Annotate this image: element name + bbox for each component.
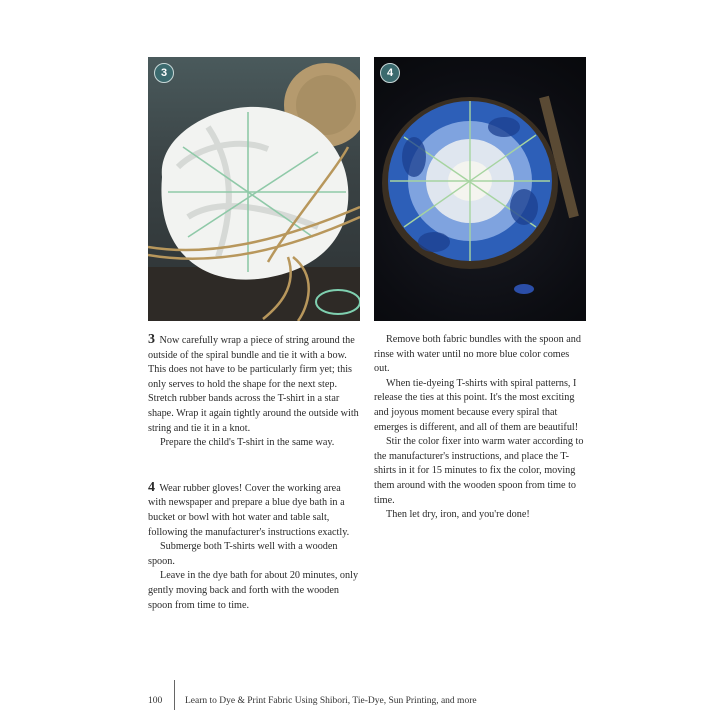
step-4-number: 4 xyxy=(148,479,155,495)
footer-divider xyxy=(174,680,175,710)
step-3-badge: 3 xyxy=(154,63,174,83)
finish-paragraph: Then let dry, iron, and you're done! xyxy=(386,509,530,521)
step-3-text: Now carefully wrap a piece of string around the outside of the spiral bundle and tie it with a bow. This does not have to be particularly firm yet; this only serves to hold the shape for the next step. Stretch rubber bands across the T-shirt in a star shape. Wrap it again tightly around the outside with string and tie it in a knot. xyxy=(148,335,359,434)
right-text-column xyxy=(374,333,586,523)
step-3-note: Prepare the child's T-shirt in the same way. xyxy=(160,437,335,449)
dyed-bundle-illustration xyxy=(374,57,586,321)
color-fixer-paragraph: Stir the color fixer into warm water according to the manufacturer's instructions, and place the T-shirts in it for 15 minutes to fix the color, moving them around with the wooden spoon from time to time. xyxy=(374,436,584,506)
book-title: Learn to Dye & Print Fabric Using Shibori, Tie-Dye, Sun Printing, and more xyxy=(185,696,477,706)
photo-step-4 xyxy=(374,57,586,321)
left-text-column xyxy=(148,333,360,613)
photo-step-3 xyxy=(148,57,360,321)
string-bundle-illustration xyxy=(148,57,360,321)
step-3-paragraph xyxy=(148,333,360,436)
step-4-text: Wear rubber gloves! Cover the working area with newspaper and prepare a blue dye bath in a bucket or bowl with hot water and table salt, following the manufacturer's instructions exactly. xyxy=(148,482,350,538)
step-4-submerge: Submerge both T-shirts well with a wooden spoon. xyxy=(148,541,338,567)
page-footer xyxy=(148,690,477,712)
step-3-number: 3 xyxy=(148,332,155,347)
remove-bundles-paragraph: Remove both fabric bundles with the spoon and rinse with water until no more blue color comes out. xyxy=(374,334,581,375)
page-number: 100 xyxy=(148,696,163,706)
step-4-paragraph xyxy=(148,481,360,540)
step-4-badge: 4 xyxy=(380,63,400,83)
release-ties-paragraph: When tie-dyeing T-shirts with spiral patterns, I release the ties at this point. It's the most exciting and joyous moment because every spiral that emerges is different, and all of them are beautiful! xyxy=(374,377,579,433)
step-4-dye-bath: Leave in the dye bath for about 20 minutes, only gently moving back and forth with the wooden spoon from time to time. xyxy=(148,570,359,611)
